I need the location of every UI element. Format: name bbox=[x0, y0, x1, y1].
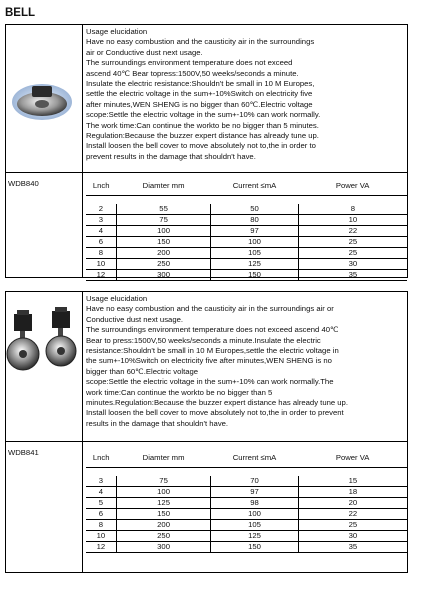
description-line: minutes.Regulation:Because the buzzer expert distance has already tune up. bbox=[86, 398, 348, 408]
table-cell: 105 bbox=[211, 248, 298, 259]
table-cell: 8 bbox=[86, 248, 116, 259]
table-cell: 30 bbox=[298, 259, 407, 270]
description-line: scope:Settle the electric voltage in the sum+-10% can work normally. bbox=[86, 110, 321, 120]
table-cell: 4 bbox=[86, 226, 116, 237]
description-line: Install loosen the bell cover to move absolutely not to,the in order to bbox=[86, 141, 316, 151]
table-cell: 150 bbox=[116, 509, 210, 520]
table-cell: 2 bbox=[86, 204, 116, 215]
description-line: settle the electric voltage in the sum+-10%Switch on electricity five bbox=[86, 89, 313, 99]
table-row bbox=[86, 542, 407, 553]
bell-image bbox=[6, 25, 82, 173]
table-row bbox=[86, 509, 407, 520]
description-line: Bear to press:1500V,50 weeks/seconds a minute.Insulate the electric bbox=[86, 335, 321, 345]
table-cell: 125 bbox=[116, 498, 210, 509]
column-header: Diamter mm bbox=[116, 177, 210, 196]
description-line: Insulate the electric resistance:Shouldn't be small in 10 M Europes, bbox=[86, 79, 315, 89]
description-row bbox=[6, 292, 407, 442]
table-row bbox=[86, 226, 407, 237]
table-cell: 10 bbox=[298, 215, 407, 226]
description-line: Have no easy combustion and the causticity air in the surroundings bbox=[86, 37, 315, 47]
product-image-cell bbox=[6, 292, 83, 441]
table-cell: 200 bbox=[116, 520, 210, 531]
table-cell: 80 bbox=[211, 215, 298, 226]
table-cell: 250 bbox=[116, 531, 210, 542]
table-cell: 200 bbox=[116, 248, 210, 259]
table-cell: 25 bbox=[298, 248, 407, 259]
table-spacer bbox=[86, 196, 407, 205]
model-label: WDB840 bbox=[6, 173, 83, 277]
description-line: scope:Settle the electric voltage in the sum+-10% can work normally.The bbox=[86, 377, 334, 387]
table-row bbox=[86, 476, 407, 487]
table-cell: 105 bbox=[211, 520, 298, 531]
table-row bbox=[86, 237, 407, 248]
table-row bbox=[86, 487, 407, 498]
spec-table bbox=[86, 177, 407, 281]
description-row bbox=[6, 25, 407, 173]
table-cell: 22 bbox=[298, 226, 407, 237]
table-cell: 55 bbox=[116, 204, 210, 215]
table-cell: 25 bbox=[298, 520, 407, 531]
usage-description bbox=[86, 294, 401, 429]
description-line: Usage elucidation bbox=[86, 27, 148, 36]
table-cell: 30 bbox=[298, 531, 407, 542]
table-row bbox=[86, 270, 407, 281]
description-line: after minutes,WEN SHENG is no bigger than 60℃.Electric voltage bbox=[86, 99, 313, 109]
table-cell: 12 bbox=[86, 270, 116, 281]
description-line: bigger than 60℃.Electric voltage bbox=[86, 366, 199, 376]
description-line: ascend 40℃ Bear topress:1500V,50 weeks/seconds a minute. bbox=[86, 68, 299, 78]
table-cell: 125 bbox=[211, 531, 298, 542]
table-cell: 5 bbox=[86, 498, 116, 509]
table-cell: 150 bbox=[211, 270, 298, 281]
description-line: Conductive dust next usage. bbox=[86, 314, 184, 324]
table-cell: 100 bbox=[211, 237, 298, 248]
column-header: Current ≤mA bbox=[211, 177, 298, 196]
table-cell: 100 bbox=[116, 487, 210, 498]
table-cell: 8 bbox=[298, 204, 407, 215]
table-cell: 75 bbox=[116, 215, 210, 226]
table-cell: 150 bbox=[116, 237, 210, 248]
column-header: Power VA bbox=[298, 177, 407, 196]
table-cell: 6 bbox=[86, 509, 116, 520]
table-cell: 250 bbox=[116, 259, 210, 270]
description-line: The surroundings environment temperature does not exceed bbox=[86, 58, 293, 68]
table-cell: 300 bbox=[116, 270, 210, 281]
spec-row bbox=[6, 442, 407, 572]
table-cell: 25 bbox=[298, 237, 407, 248]
table-cell: 35 bbox=[298, 270, 407, 281]
table-row bbox=[86, 520, 407, 531]
table-row bbox=[86, 204, 407, 215]
table-cell: 70 bbox=[211, 476, 298, 487]
description-line: work time:Can continue the workto be no bigger than 5 bbox=[86, 387, 273, 397]
column-header: Diamter mm bbox=[116, 449, 210, 468]
table-cell: 97 bbox=[211, 487, 298, 498]
product-section-wdb840 bbox=[5, 24, 408, 278]
model-label: WDB841 bbox=[6, 442, 83, 572]
table-row bbox=[86, 248, 407, 259]
table-cell: 98 bbox=[211, 498, 298, 509]
table-cell: 75 bbox=[116, 476, 210, 487]
table-header-row bbox=[86, 449, 407, 468]
table-cell: 15 bbox=[298, 476, 407, 487]
table-cell: 10 bbox=[86, 531, 116, 542]
table-cell: 12 bbox=[86, 542, 116, 553]
bell-image bbox=[6, 292, 82, 442]
product-image-cell bbox=[6, 25, 83, 172]
table-cell: 20 bbox=[298, 498, 407, 509]
column-header: Current ≤mA bbox=[211, 449, 298, 468]
description-line: the sum+-10%Switch on electricity five after minutes,WEN SHENG is no bbox=[86, 356, 332, 366]
table-row bbox=[86, 259, 407, 270]
description-line: results in the damage that shouldn't have. bbox=[86, 418, 229, 428]
table-cell: 50 bbox=[211, 204, 298, 215]
spec-row bbox=[6, 173, 407, 277]
description-line: resistance:Shouldn't be small in 10 M Europes,settle the electric voltage in bbox=[86, 346, 339, 356]
table-cell: 125 bbox=[211, 259, 298, 270]
table-spacer bbox=[86, 468, 407, 477]
spec-table bbox=[86, 449, 407, 553]
table-cell: 22 bbox=[298, 509, 407, 520]
table-cell: 300 bbox=[116, 542, 210, 553]
column-header: Power VA bbox=[298, 449, 407, 468]
description-line: air or Conductive dust next usage. bbox=[86, 47, 203, 57]
table-header-row bbox=[86, 177, 407, 196]
usage-description bbox=[86, 27, 401, 162]
table-cell: 3 bbox=[86, 215, 116, 226]
table-cell: 18 bbox=[298, 487, 407, 498]
table-cell: 97 bbox=[211, 226, 298, 237]
product-section-wdb841 bbox=[5, 291, 408, 573]
table-cell: 6 bbox=[86, 237, 116, 248]
description-line: The work time:Can continue the workto be no bigger than 5 minutes. bbox=[86, 120, 319, 130]
table-row bbox=[86, 531, 407, 542]
description-line: The surroundings environment temperature does not exceed ascend 40℃ bbox=[86, 325, 339, 335]
column-header: Lnch bbox=[86, 449, 116, 468]
description-line: Have no easy combustion and the causticity air in the surroundings air or bbox=[86, 304, 334, 314]
table-row bbox=[86, 498, 407, 509]
description-line: prevent results in the damage that shouldn't have. bbox=[86, 151, 256, 161]
table-cell: 10 bbox=[86, 259, 116, 270]
table-cell: 100 bbox=[211, 509, 298, 520]
column-header: Lnch bbox=[86, 177, 116, 196]
table-cell: 8 bbox=[86, 520, 116, 531]
page-title: BELL bbox=[5, 7, 36, 19]
description-line: Regulation:Because the buzzer expert distance has already tune up. bbox=[86, 131, 319, 141]
table-cell: 150 bbox=[211, 542, 298, 553]
description-line: Install loosen the bell cover to move absolutely not to,the in order to prevent bbox=[86, 408, 344, 418]
table-cell: 100 bbox=[116, 226, 210, 237]
description-line: Usage elucidation bbox=[86, 294, 148, 303]
table-cell: 35 bbox=[298, 542, 407, 553]
table-row bbox=[86, 215, 407, 226]
table-cell: 3 bbox=[86, 476, 116, 487]
table-cell: 4 bbox=[86, 487, 116, 498]
